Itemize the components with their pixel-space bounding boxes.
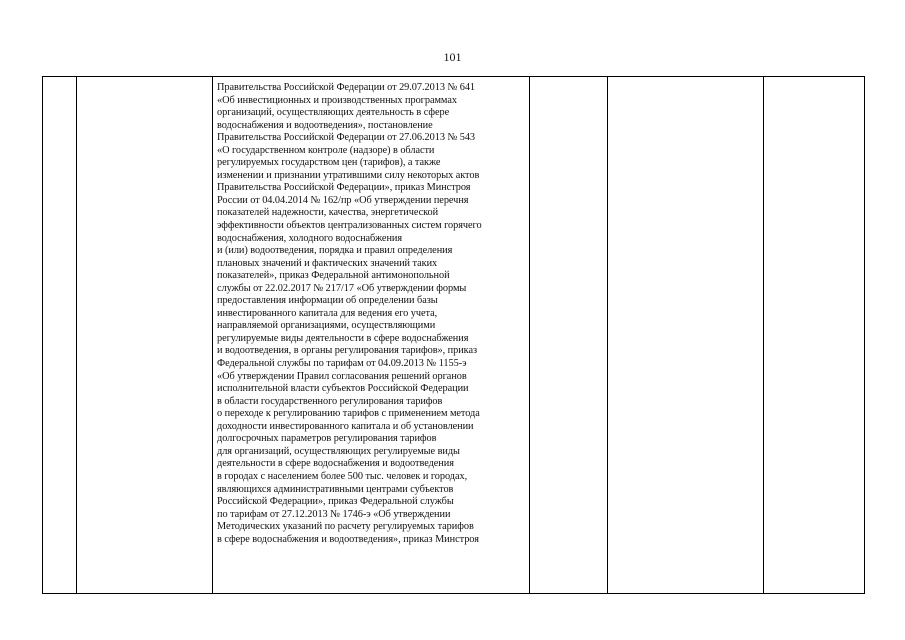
cell-text-line: направляемой организациями, осуществляющими: [217, 320, 436, 332]
cell-text-line: эффективности объектов централизованных систем горячего: [217, 220, 482, 232]
cell-text-line: регулируемых государством цен (тарифов), а также: [217, 157, 441, 169]
cell-text-line: показателей», приказ Федеральной антимонопольной: [217, 270, 450, 282]
cell-text-line: и (или) водоотведения, порядка и правил определения: [217, 245, 453, 257]
cell-text-line: о переходе к регулированию тарифов с применением метода: [217, 408, 480, 420]
cell-text-line: предоставления информации об определении базы: [217, 295, 438, 307]
cell-text-line: службы от 22.02.2017 № 217/17 «Об утверждении формы: [217, 282, 467, 294]
column-divider-1: [76, 77, 77, 593]
cell-text-line: регулируемые виды деятельности в сфере водоснабжения: [217, 332, 469, 344]
cell-text-line: Правительства Российской Федерации от 27.06.2013 № 543: [217, 132, 476, 144]
cell-text-line: показателей надежности, качества, энергетической: [217, 207, 439, 219]
column-divider-3: [529, 77, 530, 593]
cell-text-line: деятельности в сфере водоснабжения и водоотведения: [217, 458, 454, 470]
legal-acts-cell: [217, 82, 529, 546]
cell-text-line: изменении и признании утратившими силу некоторых актов: [217, 169, 480, 181]
cell-text-line: для организаций, осуществляющих регулируемые виды: [217, 445, 460, 457]
cell-text-line: в области государственного регулирования тарифов: [217, 395, 443, 407]
column-divider-4: [607, 77, 608, 593]
cell-text-line: Федеральной службы по тарифам от 04.09.2013 № 1155-э: [217, 358, 467, 370]
column-divider-2: [212, 77, 213, 593]
cell-text-line: доходности инвестированного капитала и об установлении: [217, 420, 474, 432]
cell-text-line: «О государственном контроле (надзоре) в области: [217, 144, 435, 156]
cell-text-line: плановых значений и фактических значений таких: [217, 257, 438, 269]
cell-text-line: Правительства Российской Федерации», приказ Минстроя: [217, 182, 471, 194]
cell-text-line: водоснабжения, холодного водоснабжения: [217, 232, 403, 244]
cell-text-line: Российской Федерации», приказ Федеральной службы: [217, 496, 454, 508]
document-table: [42, 76, 865, 594]
cell-text-line: исполнительной власти субъектов Российской Федерации: [217, 383, 469, 395]
cell-text-line: «Об инвестиционных и производственных программах: [217, 94, 457, 106]
page-number: 101: [443, 50, 462, 64]
column-divider-5: [763, 77, 764, 593]
cell-text-line: в городах с населением более 500 тыс. человек и городах,: [217, 470, 468, 482]
cell-text-line: долгосрочных параметров регулирования тарифов: [217, 433, 437, 445]
cell-text-line: являющихся административными центрами субъектов: [217, 483, 454, 495]
cell-text-line: России от 04.04.2014 № 162/пр «Об утверждении перечня: [217, 194, 469, 206]
cell-text-line: «Об утверждении Правил согласования решений органов: [217, 370, 467, 382]
cell-text-line: Правительства Российской Федерации от 29.07.2013 № 641: [217, 82, 476, 93]
cell-text-line: инвестированного капитала для ведения его учета,: [217, 307, 438, 319]
cell-text-line: по тарифам от 27.12.2013 № 1746-э «Об утверждении: [217, 508, 451, 520]
cell-text-line: и водоотведения, в органы регулирования тарифов», приказ: [217, 345, 478, 357]
cell-text-line: водоснабжения и водоотведения», постановление: [217, 119, 433, 131]
cell-text-line: в сфере водоснабжения и водоотведения», приказ Минстроя: [217, 533, 479, 545]
cell-text-line: Методических указаний по расчету регулируемых тарифов: [217, 521, 474, 533]
cell-text-line: организаций, осуществляющих деятельность в сфере: [217, 107, 450, 119]
